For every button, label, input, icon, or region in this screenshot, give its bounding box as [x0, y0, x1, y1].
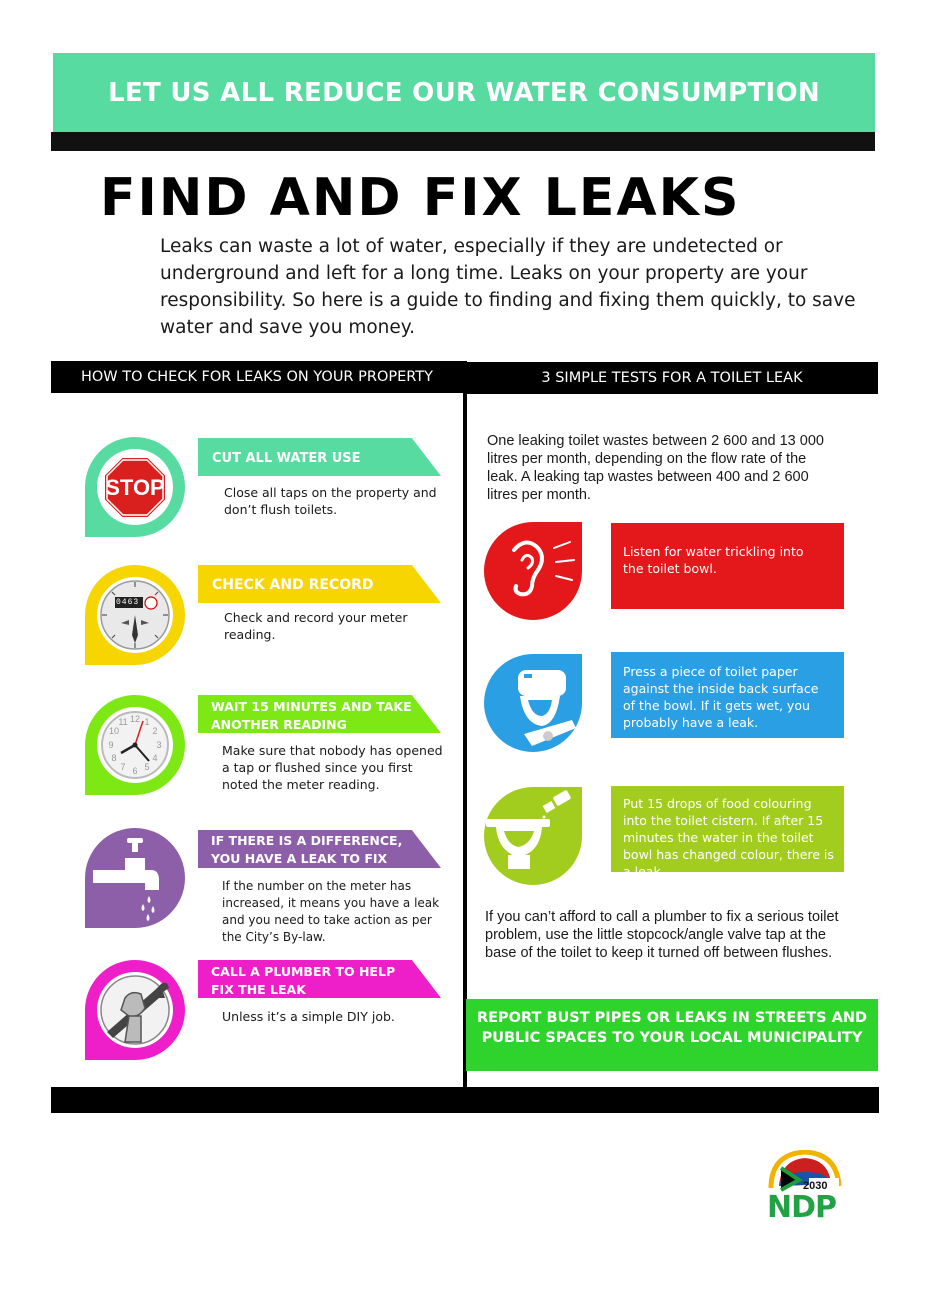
step-2-description: Check and record your meter reading.: [224, 610, 408, 642]
afford-plumber-text: If you can’t afford to call a plumber to fix a serious toilet problem, use the little stopcock/angle valve tap at the base of the toilet to keep it turned off between flushes.: [485, 909, 839, 961]
step-1-description: Close all taps on the property and don’t flush toilets.: [224, 485, 437, 517]
test-2-box: Press a piece of toilet paper against the inside back surface of the bowl. If it gets wet, you probably have a leak.: [611, 652, 844, 738]
clock-icon: [85, 695, 185, 795]
column-divider: [463, 361, 467, 1087]
step-5-title-line2: FIX THE LEAK: [211, 982, 306, 997]
svg-text:7: 7: [120, 762, 126, 772]
toilet-paper-icon: [484, 654, 582, 752]
svg-text:8: 8: [111, 753, 117, 763]
step-3-title-line2: ANOTHER READING: [211, 717, 347, 732]
step-4-description: If the number on the meter has increased, it means you have a leak and you need to take action as per the City’s By-law.: [222, 879, 440, 944]
step-3-description: Make sure that nobody has opened a tap or flushed since you first noted the meter reading.: [222, 743, 443, 792]
step-3-title-line1: WAIT 15 MINUTES AND TAKE: [211, 699, 412, 714]
page-title: FIND AND FIX LEAKS: [100, 168, 741, 228]
food-colouring-icon: [484, 787, 582, 885]
bottom-bar: [51, 1087, 879, 1113]
ear-icon: [484, 522, 582, 620]
step-5-title-line1: CALL A PLUMBER TO HELP: [211, 964, 396, 979]
stop-sign-text: STOP: [105, 475, 165, 500]
left-section-heading: HOW TO CHECK FOR LEAKS ON YOUR PROPERTY: [51, 361, 463, 393]
svg-text:1: 1: [144, 717, 150, 727]
svg-text:6: 6: [132, 766, 138, 776]
wrench-hand-icon: [85, 960, 185, 1060]
step-5-description: Unless it’s a simple DIY job.: [222, 1009, 395, 1024]
dripping-tap-icon: [85, 828, 185, 928]
step-2-title: CHECK AND RECORD: [212, 577, 374, 593]
svg-text:10: 10: [108, 726, 120, 736]
report-banner: REPORT BUST PIPES OR LEAKS IN STREETS AND PUBLIC SPACES TO YOUR LOCAL MUNICIPALITY: [466, 999, 878, 1071]
svg-text:12: 12: [129, 714, 141, 724]
meter-reading: 0463: [116, 598, 140, 607]
banner-text: LET US ALL REDUCE OUR WATER CONSUMPTION: [108, 78, 820, 108]
svg-text:2: 2: [152, 726, 158, 736]
intro-paragraph: Leaks can waste a lot of water, especially if they are undetected or underground and left for a long time. Leaks on your property are your responsibility. So here is a guide to finding and fixing them quickly, to save water and save you money.: [160, 236, 856, 338]
svg-text:3: 3: [156, 740, 162, 750]
logo-year: 2030: [803, 1180, 828, 1192]
step-4-title-line2: YOU HAVE A LEAK TO FIX: [211, 851, 388, 866]
step-4-title-line1: IF THERE IS A DIFFERENCE,: [211, 833, 403, 848]
test-1-box: Listen for water trickling into the toilet bowl.: [611, 523, 844, 609]
svg-text:4: 4: [152, 753, 158, 763]
toilet-intro-text: One leaking toilet wastes between 2 600 and 13 000 litres per month, depending on the flow rate of the leak. A leaking tap wastes between 400 and 2 600 litres per month.: [487, 433, 824, 503]
svg-text:5: 5: [144, 762, 150, 772]
right-section-heading: 3 SIMPLE TESTS FOR A TOILET LEAK: [466, 362, 878, 394]
logo-name: NDP: [767, 1190, 836, 1225]
banner-underline-bar: [51, 132, 875, 151]
water-meter-icon: [85, 565, 185, 665]
svg-text:9: 9: [108, 740, 114, 750]
svg-text:11: 11: [118, 717, 128, 727]
step-1-title: CUT ALL WATER USE: [212, 451, 361, 466]
test-3-box: Put 15 drops of food colouring into the toilet cistern. If after 15 minutes the water in the toilet bowl has changed colour, there is a leak.: [611, 786, 844, 872]
